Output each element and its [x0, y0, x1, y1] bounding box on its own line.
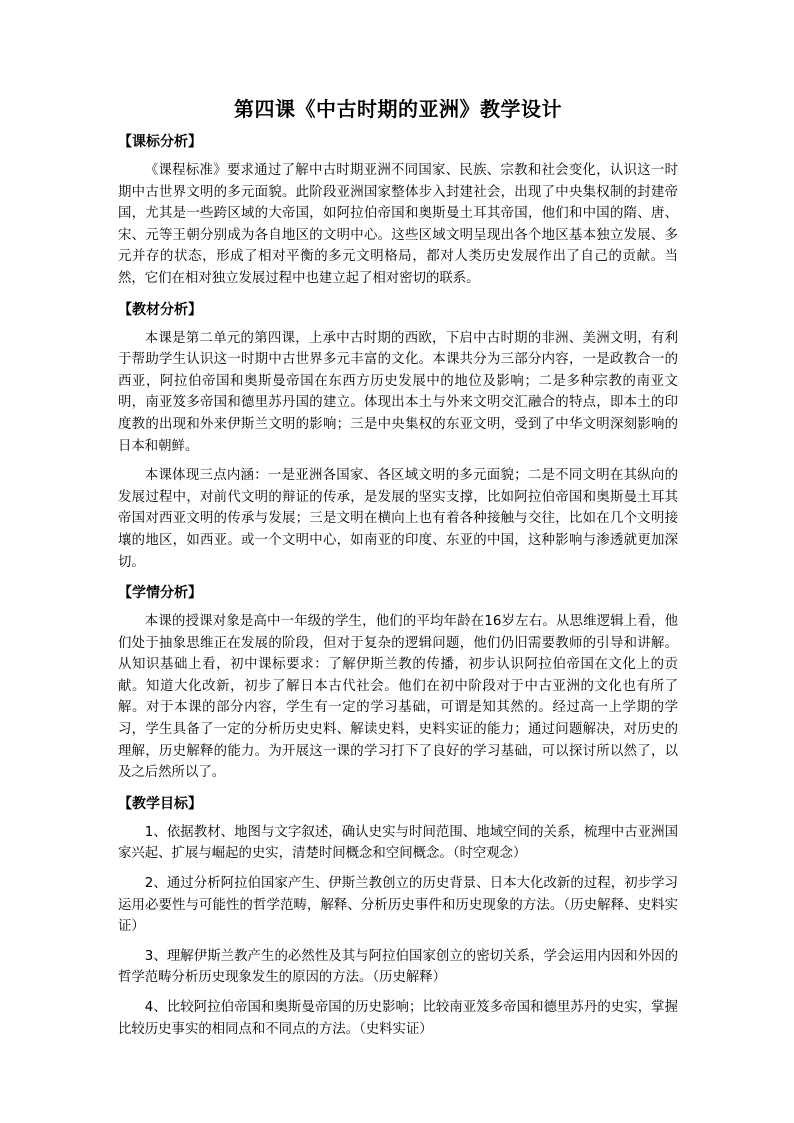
- document-page: [118, 96, 678, 1048]
- section-heading: 【教材分析】: [118, 301, 202, 318]
- section-heading: 【教学目标】: [118, 795, 202, 812]
- goal-item: 4、比较阿拉伯帝国和奥斯曼帝国的历史影响；比较南亚笈多帝国和德里苏丹的史实，掌握比较历史事实的相同点和不同点的方法。（史料实证）: [118, 1000, 678, 1037]
- paragraph: 本课体现三点内涵：一是亚洲各国家、各区域文明的多元面貌；二是不同文明在其纵向的发展过程中，对前代文明的辩证的传承，是发展的坚实支撑，比如阿拉伯帝国和奥斯曼土耳其帝国对西亚文明的传承与发展；三是文明在横向上也有着各种接触与交往，比如在几个文明接壤的地区，如西亚。或一个文明中心，如南亚的印度、东亚的中国，这种影响与渗透就更加深切。: [118, 468, 678, 570]
- section-heading: 【学情分析】: [118, 585, 202, 602]
- paragraph: 本课的授课对象是高中一年级的学生，他们的平均年龄在16岁左右。从思维逻辑上看，他们处于抽象思维正在发展的阶段，但对于复杂的逻辑问题，他们仍旧需要教师的引导和讲解。从知识基础上看，初中课标要求：了解伊斯兰教的传播，初步认识阿拉伯帝国在文化上的贡献。知道大化改新，初步了解日本古代社会。他们在初中阶段对于中古亚洲的文化也有所了解。对于本课的部分内容，学生有一定的学习基础，可谓是知其然的。经过高一上学期的学习，学生具备了一定的分析历史史料、解读史料，史料实证的能力；通过问题解决，对历史的理解，历史解释的能力。为开展这一课的学习打下了良好的学习基础，可以探讨所以然了，以及之后然所以了。: [118, 614, 678, 781]
- section-teaching-goals: [118, 794, 678, 1040]
- goal-item: 1、依据教材、地图与文字叙述，确认史实与时间范围、地域空间的关系，梳理中古亚洲国家兴起、扩展与崛起的史实，清楚时间概念和空间概念。（时空观念）: [118, 824, 678, 862]
- section-student-analysis: [118, 583, 678, 784]
- section-curriculum-analysis: [118, 132, 678, 290]
- section-textbook-analysis: [118, 300, 678, 574]
- goal-item: 2、通过分析阿拉伯国家产生、伊斯兰教创立的历史背景、日本大化改新的过程，初步学习运用必要性与可能性的哲学范畴，解释、分析历史事件和历史现象的方法。（历史解释、史料实证）: [118, 876, 678, 935]
- section-heading: 【课标分析】: [118, 134, 202, 150]
- paragraph: 本课是第二单元的第四课，上承中古时期的西欧，下启中古时期的非洲、美洲文明，有利于帮助学生认识这一时期中古世界多元丰富的文化。本课共分为三部分内容，一是政教合一的西亚，阿拉伯帝国和奥斯曼帝国在东西方历史发展中的地位及影响；二是多种宗教的南亚文明，南亚笈多帝国和德里苏丹国的建立。体现出本土与外来文明交汇融合的特点，即本土的印度教的出现和外来伊斯兰文明的影响；三是中央集权的东亚文明，受到了中华文明深刻影响的日本和朝鲜。: [118, 330, 678, 454]
- paragraph: 《课程标准》要求通过了解中古时期亚洲不同国家、民族、宗教和社会变化，认识这一时期中古世界文明的多元面貌。此阶段亚洲国家整体步入封建社会，出现了中央集权制的封建帝国，尤其是一些跨区域的大帝国，如阿拉伯帝国和奥斯曼土耳其帝国，他们和中国的隋、唐、宋、元等王朝分别成为各自地区的文明中心。这些区域文明呈现出各个地区基本独立发展、多元并存的状态，形成了相对平衡的多元文明格局，都对人类历史发展作出了自己的贡献。当然，它们在相对独立发展过程中也建立起了相对密切的联系。: [118, 163, 678, 286]
- goal-item: 3、理解伊斯兰教产生的必然性及其与阿拉伯国家创立的密切关系，学会运用内因和外因的哲学范畴分析历史现象发生的原因的方法。（历史解释）: [118, 948, 678, 986]
- page-title: 第四课《中古时期的亚洲》教学设计: [234, 97, 562, 121]
